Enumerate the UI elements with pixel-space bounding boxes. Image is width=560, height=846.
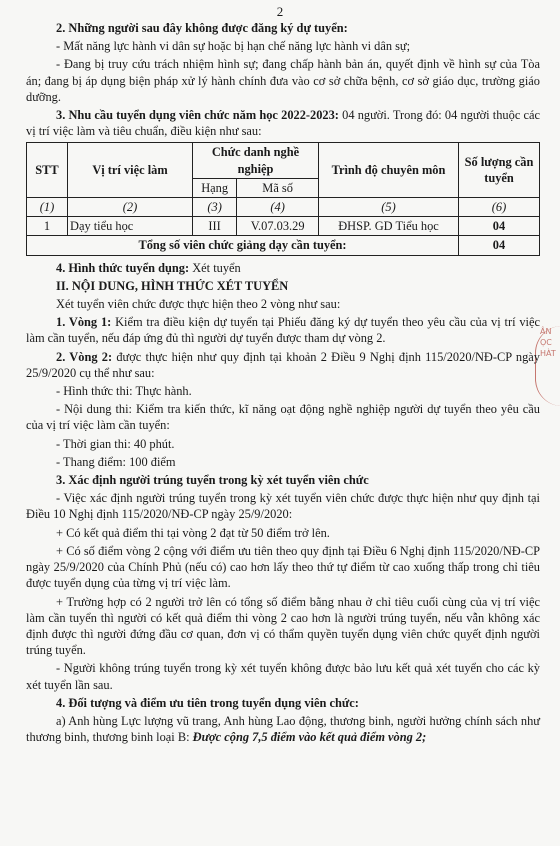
red-seal-stamp: ÂN ỌC HÀT <box>535 326 560 406</box>
table-cell: III <box>193 217 237 236</box>
section-3-paragraph: 3. Nhu cầu tuyển dụng viên chức năm học 2022-2023: 04 người. Trong đó: 04 người thuộc các vị trí việc làm và tiêu chuẩn, điều kiện như sau: <box>26 108 541 139</box>
table-header: Chức danh nghề nghiệp <box>193 143 319 178</box>
table-total-row <box>27 236 540 255</box>
list-item: - Hình thức thi: Thực hành. <box>56 384 192 399</box>
table-cell: (3) <box>193 198 237 217</box>
section-4-heading: 4. Đối tượng và điểm ưu tiên trong tuyển dụng viên chức: <box>56 695 359 710</box>
paragraph: Xét tuyển viên chức được thực hiện theo 2 vòng như sau: <box>56 297 341 312</box>
table-cell: (6) <box>459 198 540 217</box>
round-1-paragraph: 1. Vòng 1: Kiểm tra điều kiện dự tuyển tại Phiếu đăng ký dự tuyển theo yêu cầu của vị trí việc làm cần tuyển, nếu đáp ứng đủ thì người dự tuyển được tham dự vòng 2. <box>26 315 540 346</box>
list-item: - Mất năng lực hành vi dân sự hoặc bị hạn chế năng lực hành vi dân sự; <box>56 39 411 54</box>
list-item: - Người không trúng tuyển trong kỳ xét tuyển không được bảo lưu kết quả xét tuyển cho các kỳ xét tuyển lần sau. <box>26 661 540 692</box>
table-cell: ĐHSP. GD Tiểu học <box>319 217 459 236</box>
table-header: Trình độ chuyên môn <box>319 143 459 198</box>
list-item: - Thang điểm: 100 điểm <box>56 454 176 469</box>
list-item: + Trường hợp có 2 người trở lên có tổng số điểm bằng nhau ở chỉ tiêu cuối cùng của vị trí việc làm cần tuyển thì người có kết quả điểm thi vòng 2 cao hơn là người trúng tuyển, nếu vẫn không xác định được thì người đứng đầu cơ quan, đơn vị có thẩm quyền tuyển dụng viên chức quyết định người trúng tuyển. <box>26 594 540 658</box>
list-item: - Thời gian thi: 40 phút. <box>56 436 175 451</box>
round-2-paragraph: 2. Vòng 2: được thực hiện như quy định tại khoản 2 Điều 9 Nghị định 115/2020/NĐ-CP ngày 25/9/2020 cụ thể như sau: <box>26 349 540 380</box>
table-cell: (4) <box>237 198 319 217</box>
priority-item-a: a) Anh hùng Lực lượng vũ trang, Anh hùng Lao động, thương binh, người hưởng chính sách như thương binh, thương binh loại B: Được cộng 7,5 điểm vào kết quả điểm vòng 2; <box>26 713 540 745</box>
table-header: STT <box>27 143 68 198</box>
total-label: Tổng số viên chức giảng dạy cần tuyển: <box>27 236 459 255</box>
section-2-title: 2. Những người sau đây không được đăng ký dự tuyển: <box>56 21 348 35</box>
list-item: - Đang bị truy cứu trách nhiệm hình sự; đang chấp hành bản án, quyết định về hình sự của Tòa án; đang bị áp dụng biện pháp xử lý hành chính đưa vào cơ sở chữa bệnh, cơ sở giáo dục, trường giáo dưỡng. <box>26 57 540 104</box>
list-item: - Việc xác định người trúng tuyển trong kỳ xét tuyển viên chức được thực hiện như quy định tại Điều 10 Nghị định 115/2020/NĐ-CP ngày 25/9/2020: <box>26 491 540 522</box>
table-row <box>27 217 540 236</box>
list-item: + Có số điểm vòng 2 cộng với điểm ưu tiên theo quy định tại Điều 6 Nghị định 115/2020/NĐ-CP ngày 25/9/2020 của Chính Phủ (nếu có) cao hơn lấy theo thứ tự điểm từ cao xuống thấp trong chỉ tiêu được tuyển dụng của từng vị trí việc làm. <box>26 543 540 591</box>
page-number: 2 <box>276 4 284 19</box>
table-header: Số lượng cần tuyển <box>459 143 540 198</box>
table-header: Vị trí việc làm <box>68 143 193 198</box>
table-cell: Dạy tiểu học <box>68 217 193 236</box>
recruitment-table <box>26 142 540 255</box>
table-header: Mã số <box>237 178 319 197</box>
total-value: 04 <box>459 236 540 255</box>
table-cell: 1 <box>27 217 68 236</box>
list-item: + Có kết quả điểm thi tại vòng 2 đạt từ 50 điểm trở lên. <box>56 525 330 540</box>
list-item: - Nội dung thi: Kiểm tra kiến thức, kĩ năng oạt động nghề nghiệp người dự tuyển theo yêu cầu của vị trí việc làm cần tuyển: <box>26 402 540 433</box>
table-cell: (2) <box>68 198 193 217</box>
document-body <box>26 20 540 747</box>
table-cell: (1) <box>27 198 68 217</box>
table-cell: 04 <box>459 217 540 236</box>
section-4-paragraph: 4. Hình thức tuyển dụng: Xét tuyển <box>56 260 241 275</box>
part-ii-heading: II. NỘI DUNG, HÌNH THỨC XÉT TUYỂN <box>56 278 289 293</box>
table-cell: V.07.03.29 <box>237 217 319 236</box>
table-header: Hạng <box>193 178 237 197</box>
table-cell: (5) <box>319 198 459 217</box>
section-3-heading: 3. Xác định người trúng tuyển trong kỳ xét tuyển viên chức <box>56 473 369 488</box>
